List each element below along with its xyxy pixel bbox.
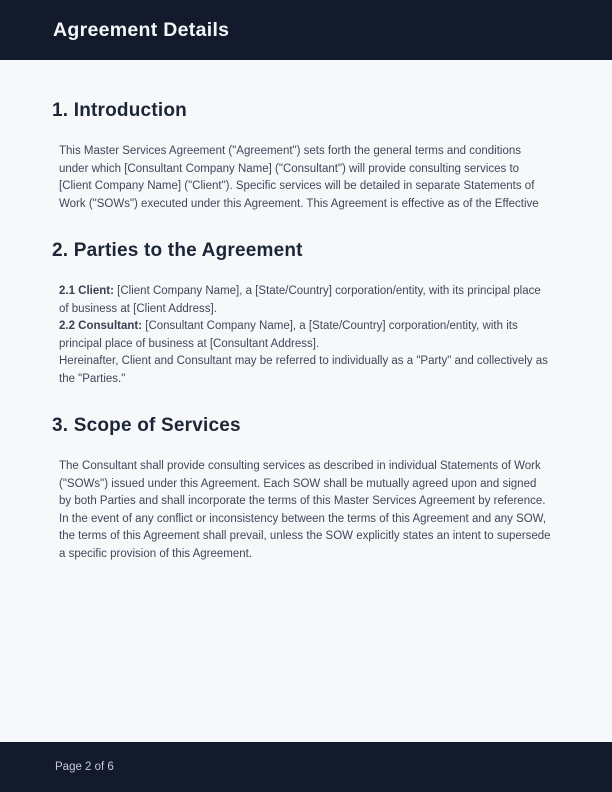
document-footer-bar (0, 742, 612, 792)
section-text (59, 283, 551, 388)
clause-label: 2.1 Client: (59, 285, 114, 297)
section-heading: 1. Introduction (52, 100, 187, 121)
document-header-bar (0, 0, 612, 60)
section-scope (52, 415, 552, 563)
paragraph: 2.2 Consultant: [Consultant Company Name], a [State/Country] corporation/entity, with its principal place of business at [Consultant Address]. (59, 320, 518, 350)
section-heading: 2. Parties to the Agreement (52, 240, 303, 261)
section-text (59, 458, 551, 563)
paragraph: Hereinafter, Client and Consultant may be referred to individually as a "Party" and collectively as the "Parties." (59, 355, 548, 385)
section-parties (52, 240, 552, 388)
section-heading: 3. Scope of Services (52, 415, 241, 436)
section-introduction (52, 100, 552, 213)
page-number: Page 2 of 6 (55, 761, 114, 773)
paragraph: The Consultant shall provide consulting services as described in individual Statements of Work ("SOWs") issued under this Agreement. Each SOW shall be mutually agreed upon and signed by both Parties and shall incorporate the terms of this Master Services Agreement by reference. (59, 460, 546, 507)
paragraph: This Master Services Agreement ("Agreement") sets forth the general terms and conditions under which [Consultant Company Name] ("Consultant") will provide consulting services to [Client Company Name] ("Client"). Specific services will be detailed in separate Statements of Work ("SOWs") executed under this Agreement. This Agreement is effective as of the Effective (59, 145, 539, 210)
section-text (59, 143, 551, 213)
paragraph: 2.1 Client: [Client Company Name], a [State/Country] corporation/entity, with its principal place of business at [Client Address]. (59, 285, 541, 315)
document-body (0, 60, 612, 742)
paragraph: In the event of any conflict or inconsistency between the terms of this Agreement and any SOW, the terms of this Agreement shall prevail, unless the SOW explicitly states an intent to supersede a specific provision of this Agreement. (59, 512, 551, 560)
clause-label: 2.2 Consultant: (59, 320, 143, 332)
page-title: Agreement Details (53, 18, 230, 41)
